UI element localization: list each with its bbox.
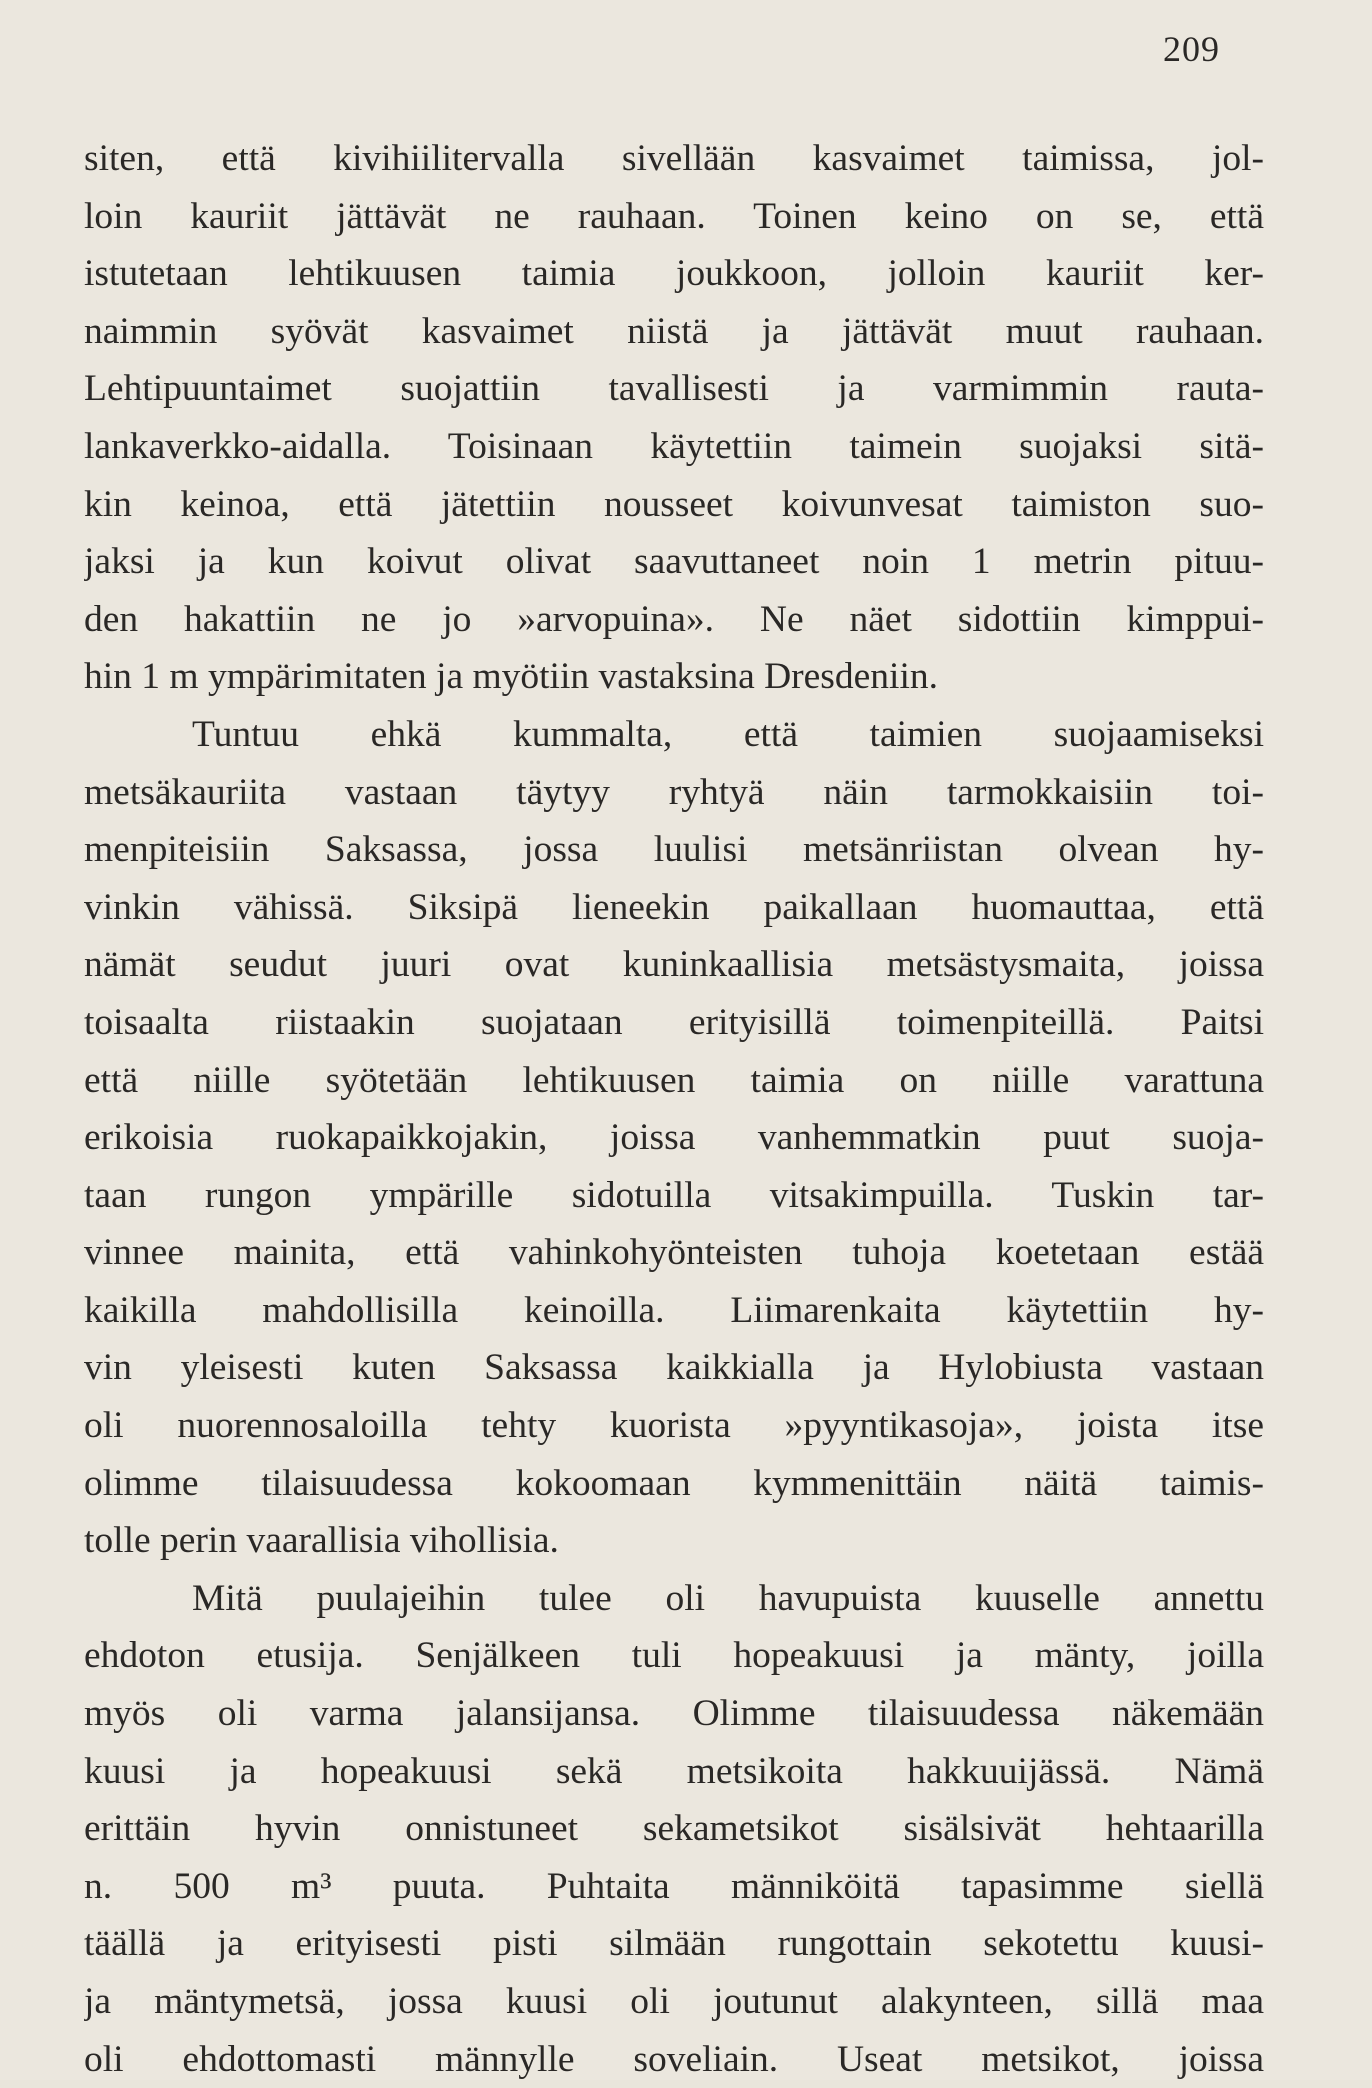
- text-line: ja mäntymetsä, jossa kuusi oli joutunut alakynteen, sillä maa: [84, 1981, 1264, 2022]
- text-line: lankaverkko-aidalla. Toisinaan käytettiin taimein suojaksi sitä-: [84, 425, 1264, 467]
- text-line: kaikilla mahdollisilla keinoilla. Liimarenkaita käytettiin hy-: [84, 1289, 1264, 1331]
- text-line: vinnee mainita, että vahinkohyönteisten tuhoja koetetaan estää: [84, 1232, 1264, 1274]
- text-line: vinkin vähissä. Siksipä lieneekin paikallaan huomauttaa, että: [84, 886, 1264, 928]
- text-line: jaksi ja kun koivut olivat saavuttaneet noin 1 metrin pituu-: [84, 541, 1264, 583]
- text-line: toisaalta riistaakin suojataan erityisillä toimenpiteillä. Paitsi: [84, 1001, 1264, 1043]
- page-number: 209: [1163, 29, 1220, 69]
- text-line: myös oli varma jalansijansa. Olimme tilaisuudessa näkemään: [84, 1693, 1264, 1735]
- text-line: hin 1 m ympärimitaten ja myötiin vastaksina Dresdeniin.: [84, 656, 939, 698]
- text-line: erittäin hyvin onnistuneet sekametsikot sisälsivät hehtaarilla: [84, 1808, 1264, 1850]
- text-line: naimmin syövät kasvaimet niistä ja jättävät muut rauhaan.: [84, 310, 1264, 352]
- text-line: täällä ja erityisesti pisti silmään rungottain sekotettu kuusi-: [84, 1923, 1264, 1965]
- text-line: olimme tilaisuudessa kokoomaan kymmenittäin näitä taimis-: [84, 1462, 1264, 1504]
- text-line: kuusi ja hopeakuusi sekä metsikoita hakkuuijässä. Nämä: [84, 1750, 1264, 1792]
- text-line: Mitä puulajeihin tulee oli havupuista kuuselle annettu: [192, 1577, 1264, 1619]
- text-line: Lehtipuuntaimet suojattiin tavallisesti ja varmimmin rauta-: [84, 368, 1264, 410]
- text-line: nämät seudut juuri ovat kuninkaallisia metsästysmaita, joissa: [84, 944, 1264, 986]
- text-line: den hakattiin ne jo »arvopuina». Ne näet sidottiin kimppui-: [84, 598, 1264, 640]
- text-line: n. 500 m³ puuta. Puhtaita männiköitä tapasimme siellä: [84, 1865, 1264, 1907]
- text-line: että niille syötetään lehtikuusen taimia on niille varattuna: [84, 1059, 1264, 1101]
- text-line: istutetaan lehtikuusen taimia joukkoon, jolloin kauriit ker-: [84, 253, 1264, 295]
- text-line: menpiteisiin Saksassa, jossa luulisi metsänriistan olvean hy-: [84, 829, 1264, 871]
- text-line: oli ehdottomasti männylle soveliain. Useat metsikot, joissa: [84, 2038, 1264, 2080]
- text-line: siten, että kivihiilitervalla sivellään kasvaimet taimissa, jol-: [84, 138, 1264, 179]
- text-line: vin yleisesti kuten Saksassa kaikkialla ja Hylobiusta vastaan: [84, 1347, 1264, 1389]
- text-line: taan rungon ympärille sidotuilla vitsakimpuilla. Tuskin tar-: [84, 1174, 1264, 1216]
- text-line: ehdoton etusija. Senjälkeen tuli hopeakuusi ja mänty, joilla: [84, 1635, 1264, 1677]
- text-line: metsäkauriita vastaan täytyy ryhtyä näin tarmokkaisiin toi-: [84, 771, 1264, 813]
- body-text: [84, 130, 1264, 2088]
- text-line: tolle perin vaarallisia vihollisia.: [84, 1520, 559, 1562]
- text-line: kin keinoa, että jätettiin nousseet koivunvesat taimiston suo-: [84, 483, 1264, 525]
- text-line: loin kauriit jättävät ne rauhaan. Toinen keino on se, että: [84, 195, 1264, 237]
- text-line: erikoisia ruokapaikkojakin, joissa vanhemmatkin puut suoja-: [84, 1117, 1264, 1159]
- text-line: oli nuorennosaloilla tehty kuorista »pyyntikasoja», joista itse: [84, 1405, 1264, 1447]
- text-line: Tuntuu ehkä kummalta, että taimien suojaamiseksi: [192, 713, 1264, 755]
